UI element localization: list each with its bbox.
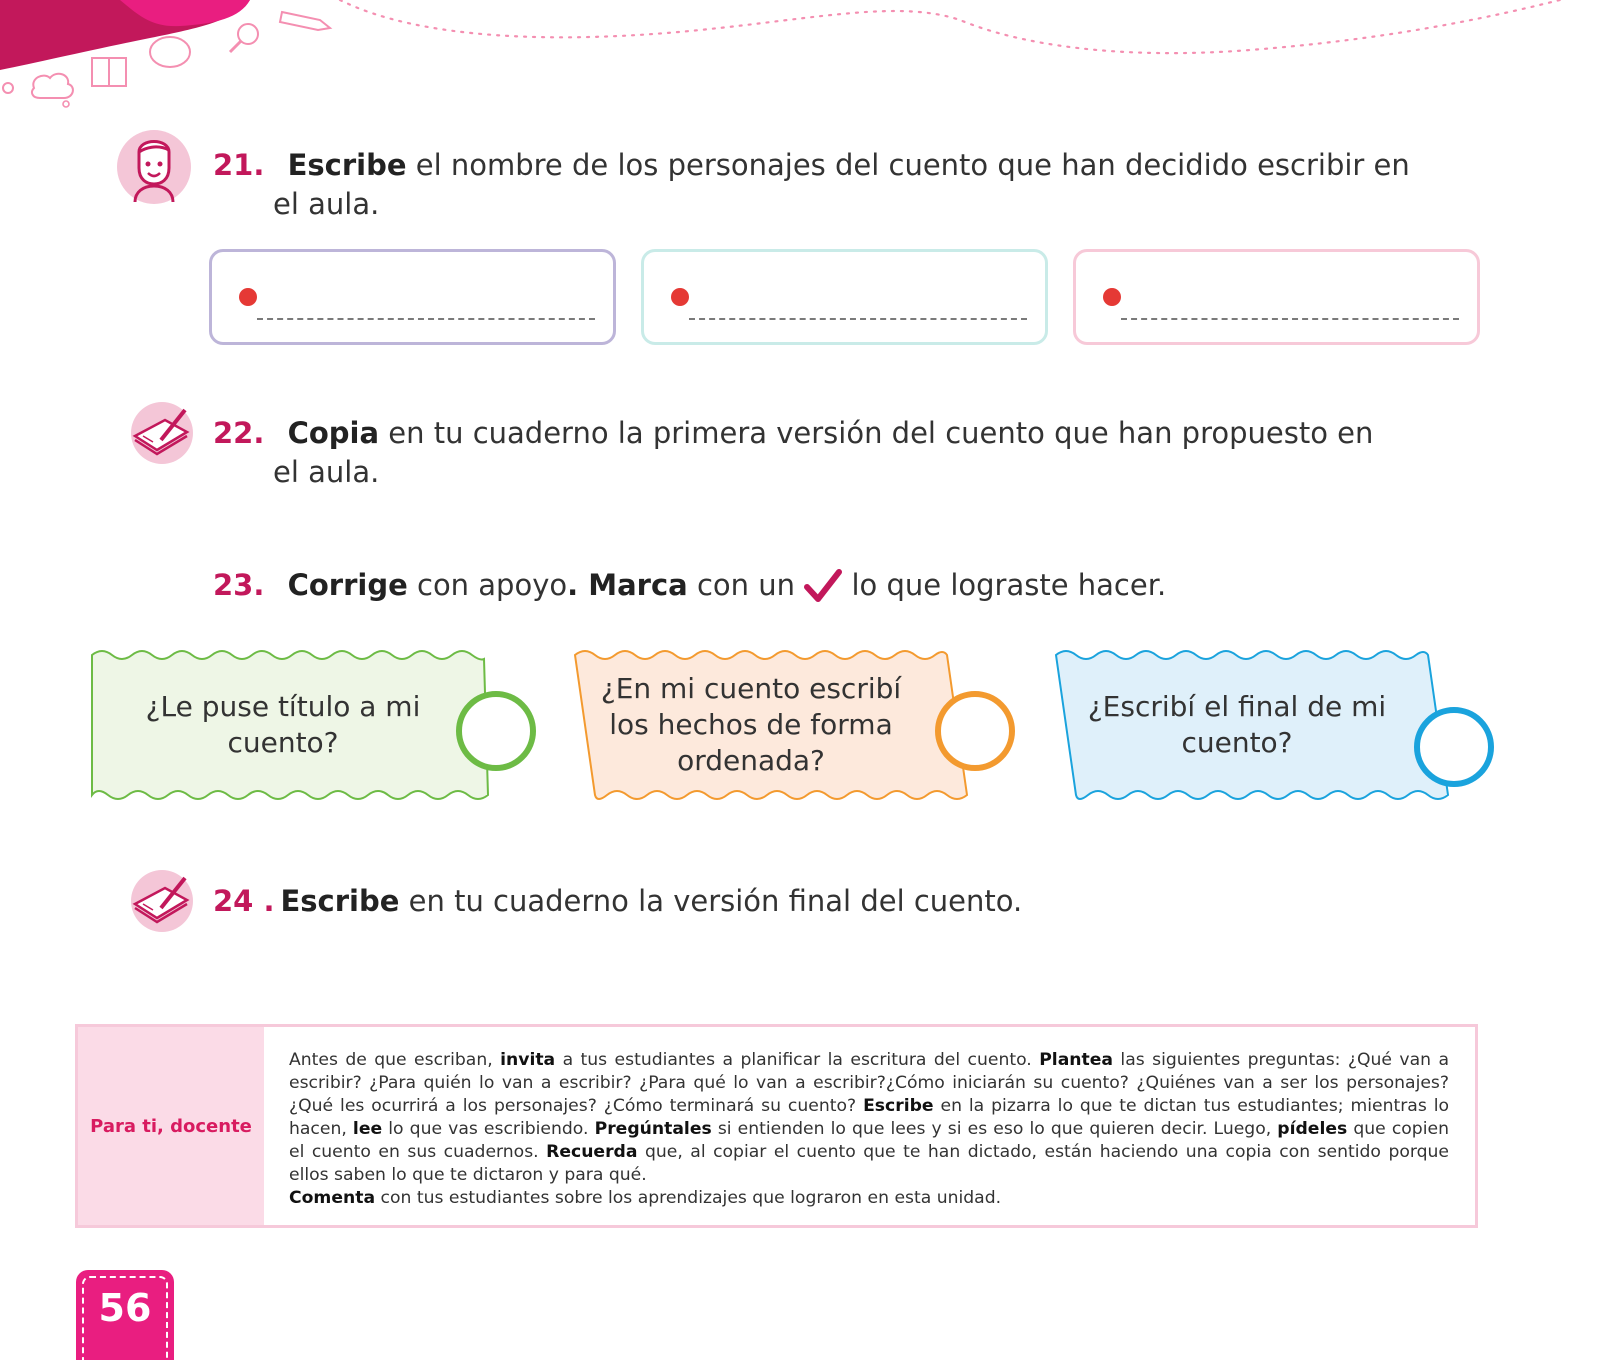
activity-number: 24 .	[213, 884, 275, 918]
bullet-dot	[1103, 288, 1121, 306]
period: .	[567, 568, 579, 602]
activity-number: 23.	[213, 568, 265, 602]
writing-line	[689, 318, 1027, 320]
note-keyword: Comenta	[289, 1188, 376, 1208]
activity-verb: Escribe	[280, 884, 400, 918]
page-number: 56	[98, 1286, 152, 1330]
activity-text: con apoyo	[407, 568, 568, 602]
activity-verb: Copia	[287, 416, 380, 450]
bullet-dot	[671, 288, 689, 306]
check-circle[interactable]	[456, 691, 536, 771]
activity-text: con un	[687, 568, 805, 602]
activity-21-prompt-cont: el aula.	[273, 187, 380, 221]
note-text: las siguientes preguntas: ¿Qué van a escribir? ¿Para quién lo van a escribir? ¿Para qué lo van a escribir?¿Cómo iniciarán su cuento? ¿Quiénes van a ser los personajes? ¿Qué les ocurrirá a los personajes? ¿Cómo terminará su cuento?	[289, 1050, 1449, 1116]
note-text: en la pizarra lo que te dictan tus estudiantes; mientras lo hacen,	[289, 1096, 1450, 1139]
bullet-dot	[239, 288, 257, 306]
note-text: si entienden lo que lees y si es eso lo que quieren decir. Luego,	[711, 1119, 1278, 1139]
writing-line	[257, 318, 595, 320]
teacher-note	[75, 1024, 1478, 1228]
note-keyword: Pregúntales	[594, 1119, 712, 1139]
activity-verb: Corrige	[287, 568, 408, 602]
student-face-icon	[117, 130, 191, 204]
note-text: que copien el cuento en sus cuadernos.	[289, 1119, 1449, 1162]
activity-number: 21.	[213, 148, 265, 182]
activity-text: el nombre de los personajes del cuento que han decidido escribir en	[406, 148, 1410, 182]
header-decoration	[0, 0, 1600, 120]
activity-number: 22.	[213, 416, 265, 450]
note-text: que, al copiar el cuento que te han dictado, están haciendo una copia con sentido porque ellos saben lo que te dictaron y para qué.	[289, 1142, 1450, 1185]
checklist-item-2	[571, 645, 1086, 805]
note-keyword: Escribe	[863, 1096, 934, 1116]
checklist-question: ¿Escribí el final de mi cuento?	[1087, 690, 1387, 759]
activity-21-prompt	[213, 146, 1453, 185]
writing-book-icon	[131, 402, 193, 464]
check-circle[interactable]	[1414, 707, 1494, 787]
note-text: con tus estudiantes sobre los aprendizajes que lograron en esta unidad.	[375, 1188, 1002, 1208]
character-name-field-3[interactable]	[1073, 249, 1480, 345]
activity-23-prompt	[213, 566, 1453, 605]
check-circle[interactable]	[935, 691, 1015, 771]
activity-22-prompt-cont: el aula.	[273, 455, 380, 489]
note-keyword: invita	[500, 1050, 556, 1070]
note-text: lo que vas escribiendo.	[382, 1119, 595, 1139]
teacher-note-text	[289, 1049, 1449, 1210]
activity-verb: Marca	[578, 568, 688, 602]
checklist-item-3	[1052, 645, 1567, 805]
note-text: a tus estudiantes a planificar la escritura del cuento.	[555, 1050, 1040, 1070]
checklist-question: ¿En mi cuento escribí los hechos de forma ordenada?	[600, 672, 902, 777]
page-number-tab	[76, 1270, 174, 1360]
activity-verb: Escribe	[287, 148, 407, 182]
activity-text: lo que lograste hacer.	[842, 568, 1167, 602]
note-keyword: Plantea	[1039, 1050, 1113, 1070]
activity-24-prompt	[213, 882, 1453, 921]
activity-text: en tu cuaderno la primera versión del cuento que han propuesto en	[379, 416, 1374, 450]
checklist-item-1	[88, 645, 603, 805]
note-keyword: Recuerda	[546, 1142, 638, 1162]
character-name-field-1[interactable]	[209, 249, 616, 345]
note-keyword: lee	[352, 1119, 383, 1139]
activity-text: en tu cuaderno la versión final del cuento.	[399, 884, 1023, 918]
note-text: Antes de que escriban,	[289, 1050, 501, 1070]
activity-22-prompt	[213, 414, 1453, 453]
character-name-field-2[interactable]	[641, 249, 1048, 345]
checkmark-icon	[804, 569, 842, 603]
note-keyword: pídeles	[1277, 1119, 1348, 1139]
teacher-note-label: Para ti, docente	[78, 1027, 264, 1225]
checklist-question: ¿Le puse título a mi cuento?	[145, 690, 421, 759]
writing-line	[1121, 318, 1459, 320]
writing-book-icon	[131, 870, 193, 932]
